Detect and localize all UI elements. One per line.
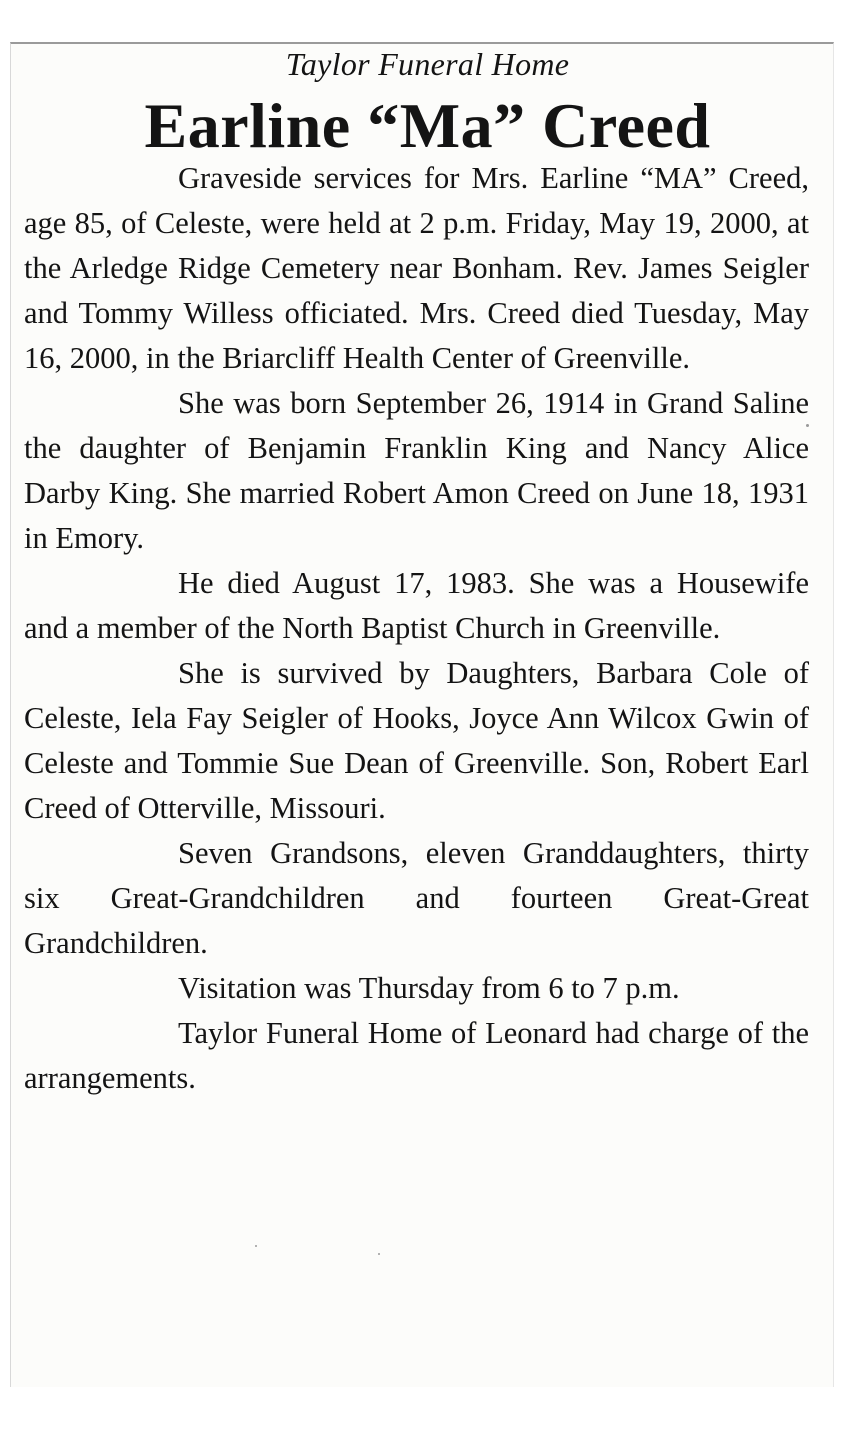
print-speck [255, 1245, 257, 1247]
visitation-paragraph: Visitation was Thursday from 6 to 7 p.m. [178, 971, 680, 1005]
publisher-name: Taylor Funeral Home [285, 46, 570, 82]
arrangements-paragraph: Taylor Funeral Home of Leonard had charge of the arrangements. [24, 1016, 809, 1095]
grandchildren-paragraph: Seven Grandsons, eleven Granddaughters, thirty six Great-Grandchildren and fourteen Great-Great Grandchildren. [24, 836, 809, 960]
spouse-paragraph: He died August 17, 1983. She was a Housewife and a member of the North Baptist Church in Greenville. [24, 566, 809, 645]
print-speck [378, 1253, 380, 1255]
birth-paragraph: She was born September 26, 1914 in Grand Saline the daughter of Benjamin Franklin King and Nancy Alice Darby King. She married Robert Amon Creed on June 18, 1931 in Emory. [24, 386, 809, 555]
print-speck [806, 424, 809, 427]
services-paragraph: Graveside services for Mrs. Earline “MA” Creed, age 85, of Celeste, were held at 2 p.m. Friday, May 19, 2000, at the Arledge Ridge Cemetery near Bonham. Rev. James Seigler and Tommy Willess officiated. Mrs. Creed died Tuesday, May 16, 2000, in the Briarcliff Health Center of Greenville. [24, 161, 809, 375]
obituary-headline: Earline “Ma” Creed [144, 90, 711, 161]
survivors-paragraph: She is survived by Daughters, Barbara Cole of Celeste, Iela Fay Seigler of Hooks, Joyce Ann Wilcox Gwin of Celeste and Tommie Sue Dean of Greenville. Son, Robert Earl Creed of Otterville, Missouri. [24, 656, 809, 825]
obituary-body [24, 156, 809, 1101]
